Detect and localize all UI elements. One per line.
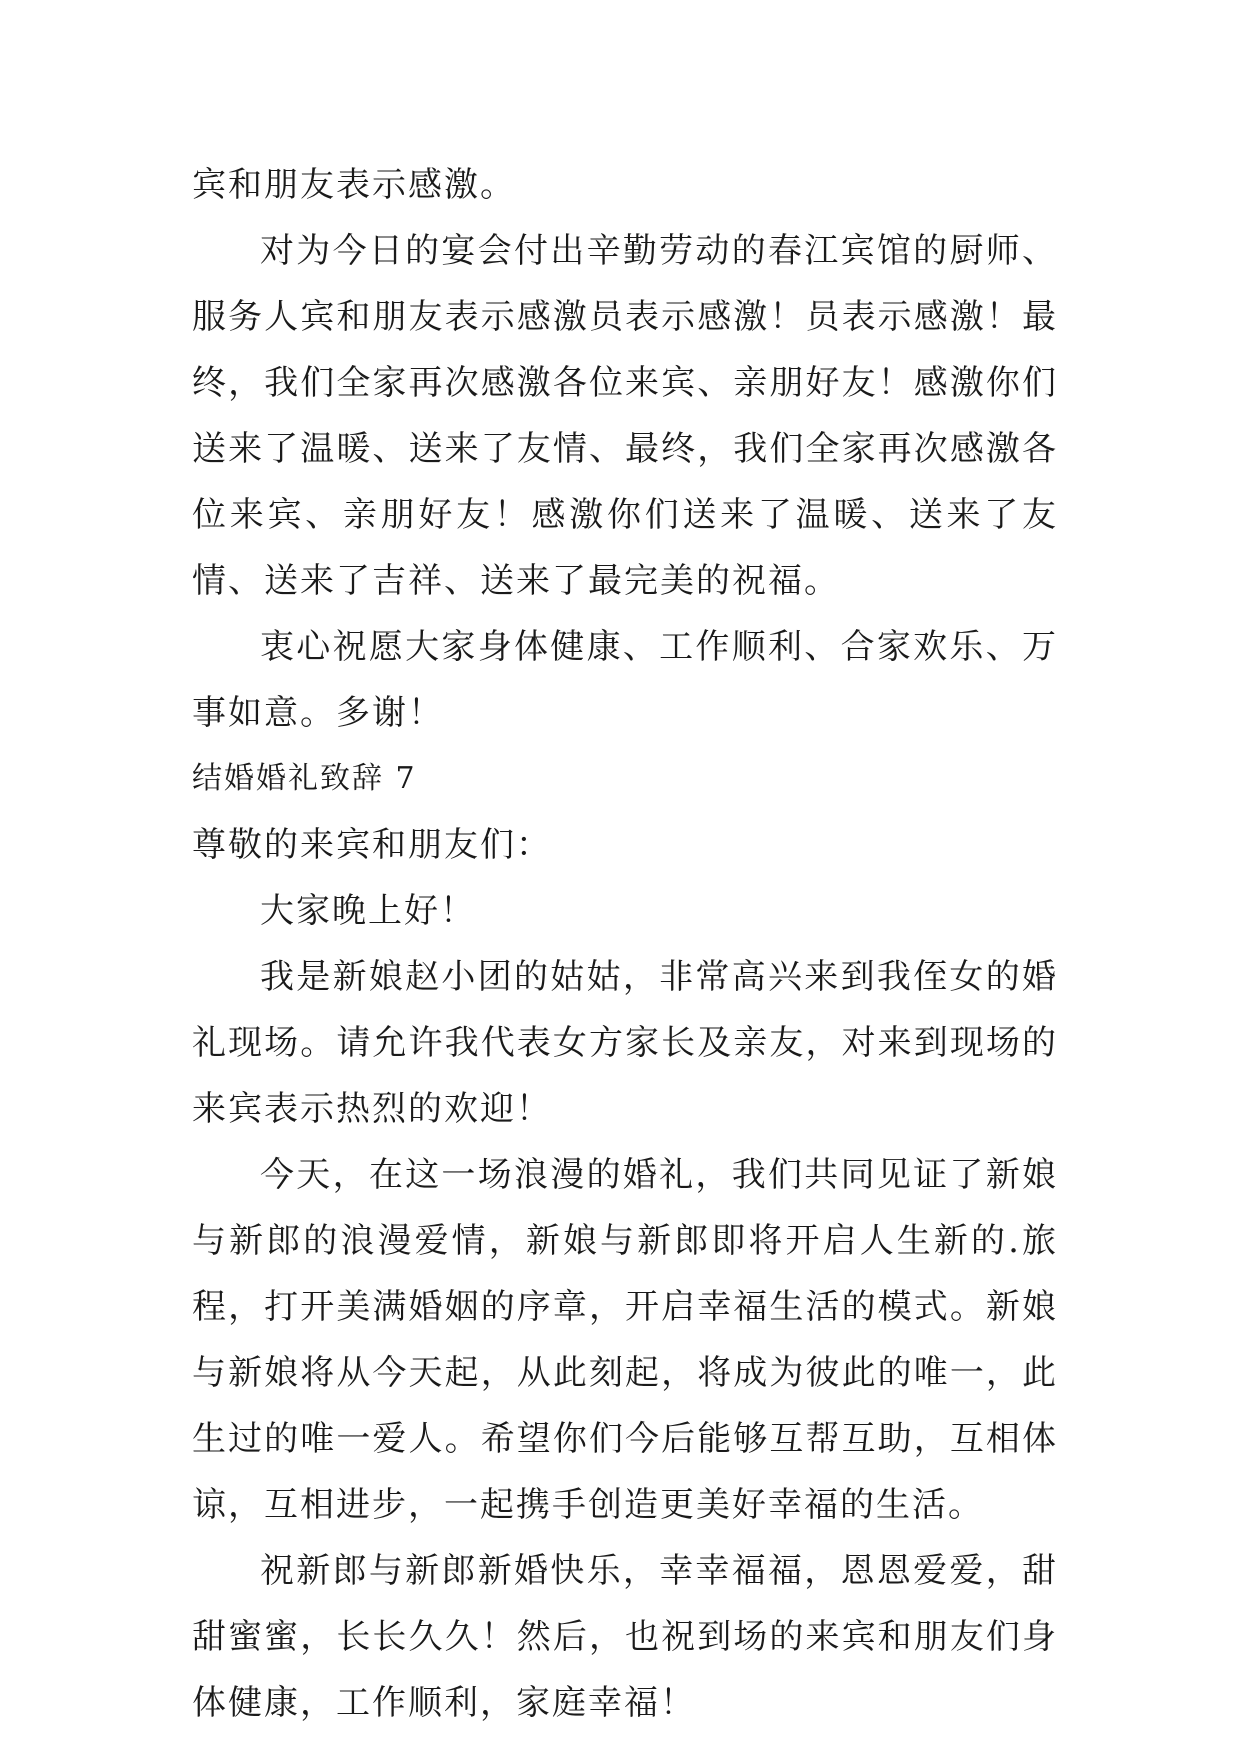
paragraph-introduction: 我是新娘赵小团的姑姑，非常高兴来到我侄女的婚礼现场。请允许我代表女方家长及亲友，对来到现场的来宾表示热烈的欢迎！	[192, 957, 1058, 1129]
paragraph-blessing: 今天，在这一场浪漫的婚礼，我们共同见证了新娘与新郎的浪漫爱情，新娘与新郎即将开启人生新的.旅程，打开美满婚姻的序章，开启幸福生活的模式。新娘与新娘将从今天起，从此刻起，将成为彼此的唯一，此生过的唯一爱人。希望你们今后能够互帮互助，互相体谅，互相进步，一起携手创造更美好幸福的生活。	[192, 1155, 1058, 1525]
paragraph-continuation: 宾和朋友表示感激。	[192, 165, 516, 205]
paragraph-thanks-staff: 对为今日的宴会付出辛勤劳动的春江宾馆的厨师、服务人宾和朋友表示感激员表示感激！员表示感激！最终，我们全家再次感激各位来宾、亲朋好友！感激你们送来了温暖、送来了友情、最终，我们全家再次感激各位来宾、亲朋好友！感激你们送来了温暖、送来了友情、送来了吉祥、送来了最完美的祝福。	[192, 231, 1058, 601]
document-body	[192, 152, 1058, 1736]
greeting: 大家晚上好！	[260, 891, 476, 931]
salutation: 尊敬的来宾和朋友们：	[192, 825, 552, 865]
paragraph-wishes: 衷心祝愿大家身体健康、工作顺利、合家欢乐、万事如意。多谢！	[192, 627, 1058, 733]
section-heading: 结婚婚礼致辞 7	[192, 761, 417, 796]
paragraph-closing: 祝新郎与新郎新婚快乐，幸幸福福，恩恩爱爱，甜甜蜜蜜，长长久久！然后，也祝到场的来宾和朋友们身体健康，工作顺利，家庭幸福！	[192, 1551, 1058, 1723]
